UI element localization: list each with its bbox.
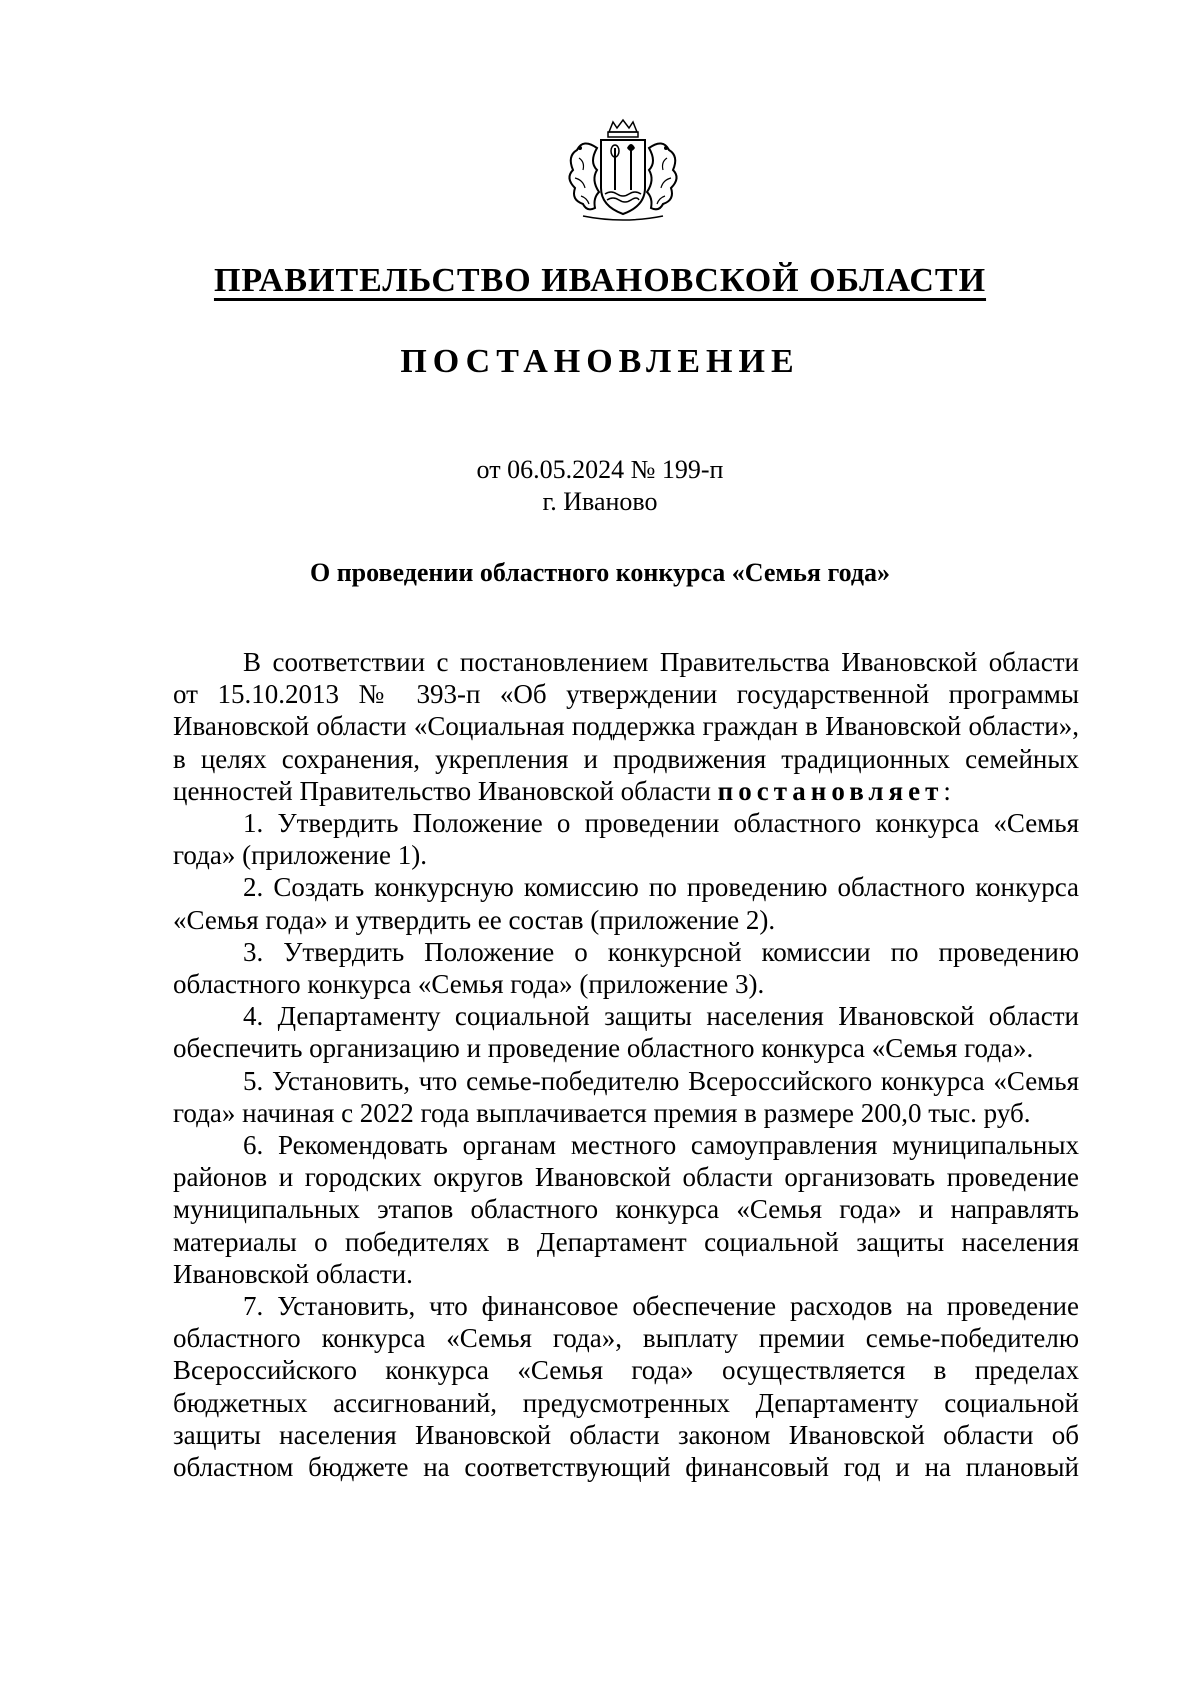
date-number: от 06.05.2024 № 199-п: [476, 455, 724, 484]
list-item: 4. Департаменту социальной защиты населения Ивановской области обеспечить организацию и проведение областного конкурса «Семья года».: [173, 1001, 1079, 1064]
document-type: ПОСТАНОВЛЕНИЕ: [400, 343, 800, 380]
decree-word: постановляет: [717, 775, 944, 806]
list-item: 7. Установить, что финансовое обеспечение расходов на проведение областного конкурса «Семья года», выплату премии семье-победителю Всероссийского конкурса «Семья года» осуществляется в пределах бюджетных ассигнований, предусмотренных Департаменту социальной защиты населения Ивановской области законом Ивановской области об областном бюджете на соответствующий финансовый год и на плановый: [173, 1291, 1079, 1483]
document-subject: О проведении областного конкурса «Семья года»: [309, 558, 891, 587]
date-and-place: [0, 454, 1200, 518]
coat-of-arms-emblem: [553, 118, 693, 228]
organization-name: [0, 262, 1200, 300]
list-item: 6. Рекомендовать органам местного самоуправления муниципальных районов и городских округов Ивановской области организовать проведение муниципальных этапов областного конкурса «Семья года» и направлять материалы о победителях в Департамент социальной защиты населения Ивановской области.: [173, 1130, 1079, 1289]
organization-name-text: ПРАВИТЕЛЬСТВО ИВАНОВСКОЙ ОБЛАСТИ: [213, 262, 987, 299]
coat-of-arms-icon: [553, 118, 693, 228]
list-item: 1. Утвердить Положение о проведении областного конкурса «Семья года» (приложение 1).: [173, 808, 1079, 871]
city: г. Иваново: [542, 487, 658, 516]
list-item: 5. Установить, что семье-победителю Всероссийского конкурса «Семья года» начиная с 2022 года выплачивается премия в размере 200,0 тыс. руб.: [173, 1065, 1079, 1128]
list-item: 2. Создать конкурсную комиссию по проведению областного конкурса «Семья года» и утвердить ее состав (приложение 2).: [173, 872, 1079, 935]
preamble-colon: :: [943, 775, 951, 806]
list-item: 3. Утвердить Положение о конкурсной комиссии по проведению областного конкурса «Семья года» (приложение 3).: [173, 936, 1079, 1000]
preamble-paragraph: [173, 646, 1079, 807]
preamble-text: В соответствии с постановлением Правительства Ивановской области от 15.10.2013 № 393-п «Об утверждении государственной программы Ивановской области «Социальная поддержка граждан в Ивановской области», в целях сохранения, укрепления и продвижения традиционных семейных ценностей Правительство Ивановской области: [173, 647, 1079, 806]
document-body: [173, 646, 1079, 1483]
